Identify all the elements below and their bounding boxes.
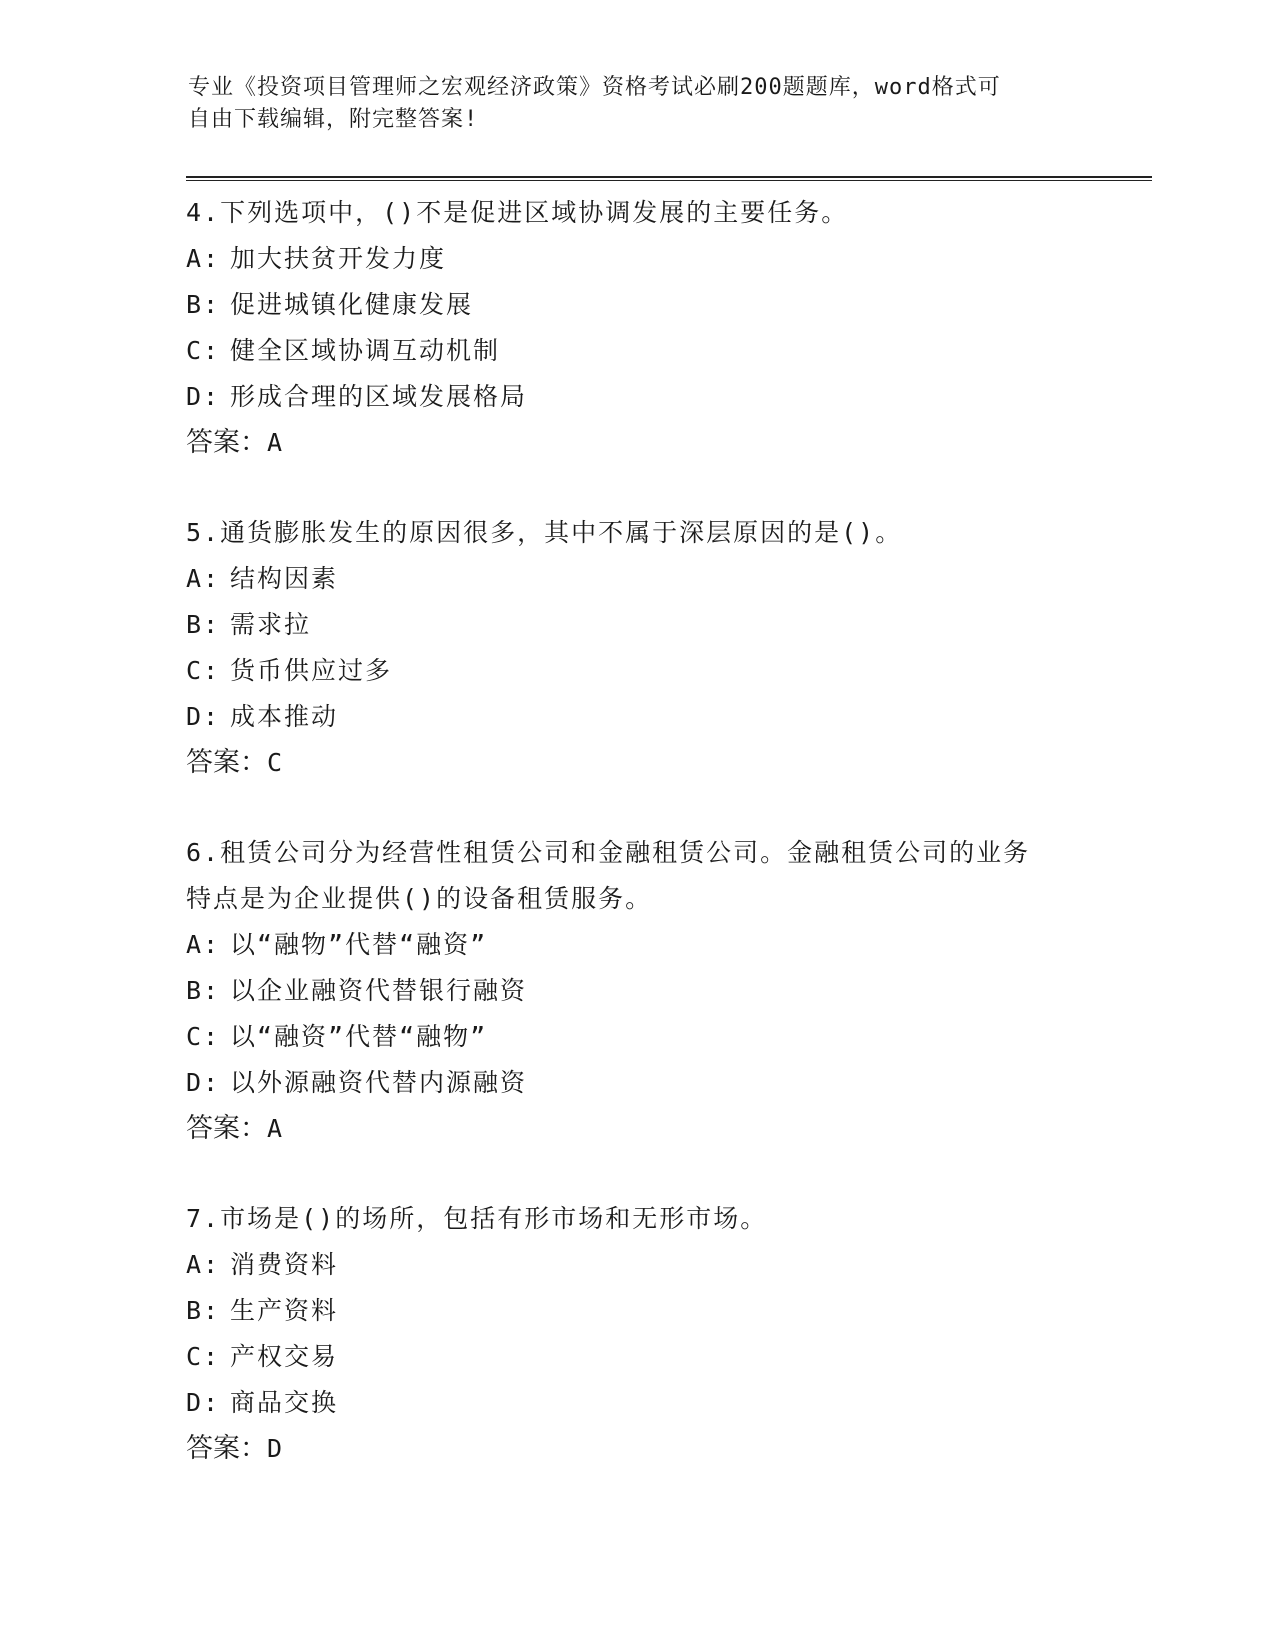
option-key: A: <box>186 1250 221 1279</box>
option-text: 结构因素 <box>230 564 339 593</box>
question-list <box>186 190 1086 1516</box>
option-key: D: <box>186 1388 221 1417</box>
option-d <box>186 1060 1086 1106</box>
question-6 <box>186 830 1086 1152</box>
option-key: C: <box>186 1022 221 1051</box>
option-key: D: <box>186 702 221 731</box>
answer-value: D <box>267 1434 283 1463</box>
option-text: 以“融物”代替“融资” <box>230 930 488 959</box>
question-7 <box>186 1196 1086 1472</box>
option-d <box>186 1380 1086 1426</box>
option-a <box>186 1242 1086 1288</box>
option-text: 加大扶贫开发力度 <box>230 244 447 273</box>
question-text: 4.下列选项中，()不是促进区域协调发展的主要任务。 <box>186 198 849 227</box>
option-d <box>186 374 1086 420</box>
option-key: C: <box>186 656 221 685</box>
answer-value: A <box>267 1114 283 1143</box>
option-key: A: <box>186 244 221 273</box>
option-c <box>186 1334 1086 1380</box>
option-key: C: <box>186 336 221 365</box>
option-c <box>186 1014 1086 1060</box>
option-text: 商品交换 <box>230 1388 339 1417</box>
answer-label: 答案： <box>186 1433 267 1464</box>
option-b <box>186 1288 1086 1334</box>
option-key: C: <box>186 1342 221 1371</box>
option-text: 成本推动 <box>230 702 339 731</box>
header-line-2: 自由下载编辑，附完整答案! <box>188 107 479 132</box>
question-4 <box>186 190 1086 466</box>
option-c <box>186 648 1086 694</box>
question-5 <box>186 510 1086 786</box>
option-text: 以“融资”代替“融物” <box>230 1022 488 1051</box>
header-divider <box>186 176 1152 181</box>
option-text: 产权交易 <box>230 1342 339 1371</box>
option-text: 促进城镇化健康发展 <box>230 290 474 319</box>
option-key: B: <box>186 610 221 639</box>
option-key: B: <box>186 290 221 319</box>
option-text: 以外源融资代替内源融资 <box>230 1068 528 1097</box>
option-d <box>186 694 1086 740</box>
answer-line <box>186 1106 1086 1152</box>
option-key: A: <box>186 930 221 959</box>
question-text: 6.租赁公司分为经营性租赁公司和金融租赁公司。金融租赁公司的业务特点是为企业提供()的设备租赁服务。 <box>186 838 1031 913</box>
question-text: 7.市场是()的场所，包括有形市场和无形市场。 <box>186 1204 768 1233</box>
header-line-1: 专业《投资项目管理师之宏观经济政策》资格考试必刷200题题库，word格式可 <box>188 75 1001 100</box>
question-text: 5.通货膨胀发生的原因很多，其中不属于深层原因的是()。 <box>186 518 903 547</box>
option-b <box>186 282 1086 328</box>
option-a <box>186 236 1086 282</box>
answer-label: 答案： <box>186 747 267 778</box>
option-text: 消费资料 <box>230 1250 339 1279</box>
option-text: 货币供应过多 <box>230 656 393 685</box>
answer-label: 答案： <box>186 1113 267 1144</box>
answer-label: 答案： <box>186 427 267 458</box>
option-text: 生产资料 <box>230 1296 339 1325</box>
document-header <box>188 72 1088 136</box>
option-key: B: <box>186 976 221 1005</box>
option-b <box>186 968 1086 1014</box>
option-key: A: <box>186 564 221 593</box>
answer-value: C <box>267 748 283 777</box>
option-text: 健全区域协调互动机制 <box>230 336 501 365</box>
option-text: 需求拉 <box>230 610 312 639</box>
option-key: B: <box>186 1296 221 1325</box>
option-text: 以企业融资代替银行融资 <box>230 976 528 1005</box>
option-key: D: <box>186 382 221 411</box>
option-text: 形成合理的区域发展格局 <box>230 382 528 411</box>
option-a <box>186 556 1086 602</box>
answer-line <box>186 420 1086 466</box>
option-key: D: <box>186 1068 221 1097</box>
option-c <box>186 328 1086 374</box>
answer-line <box>186 1426 1086 1472</box>
answer-value: A <box>267 428 283 457</box>
option-a <box>186 922 1086 968</box>
answer-line <box>186 740 1086 786</box>
option-b <box>186 602 1086 648</box>
